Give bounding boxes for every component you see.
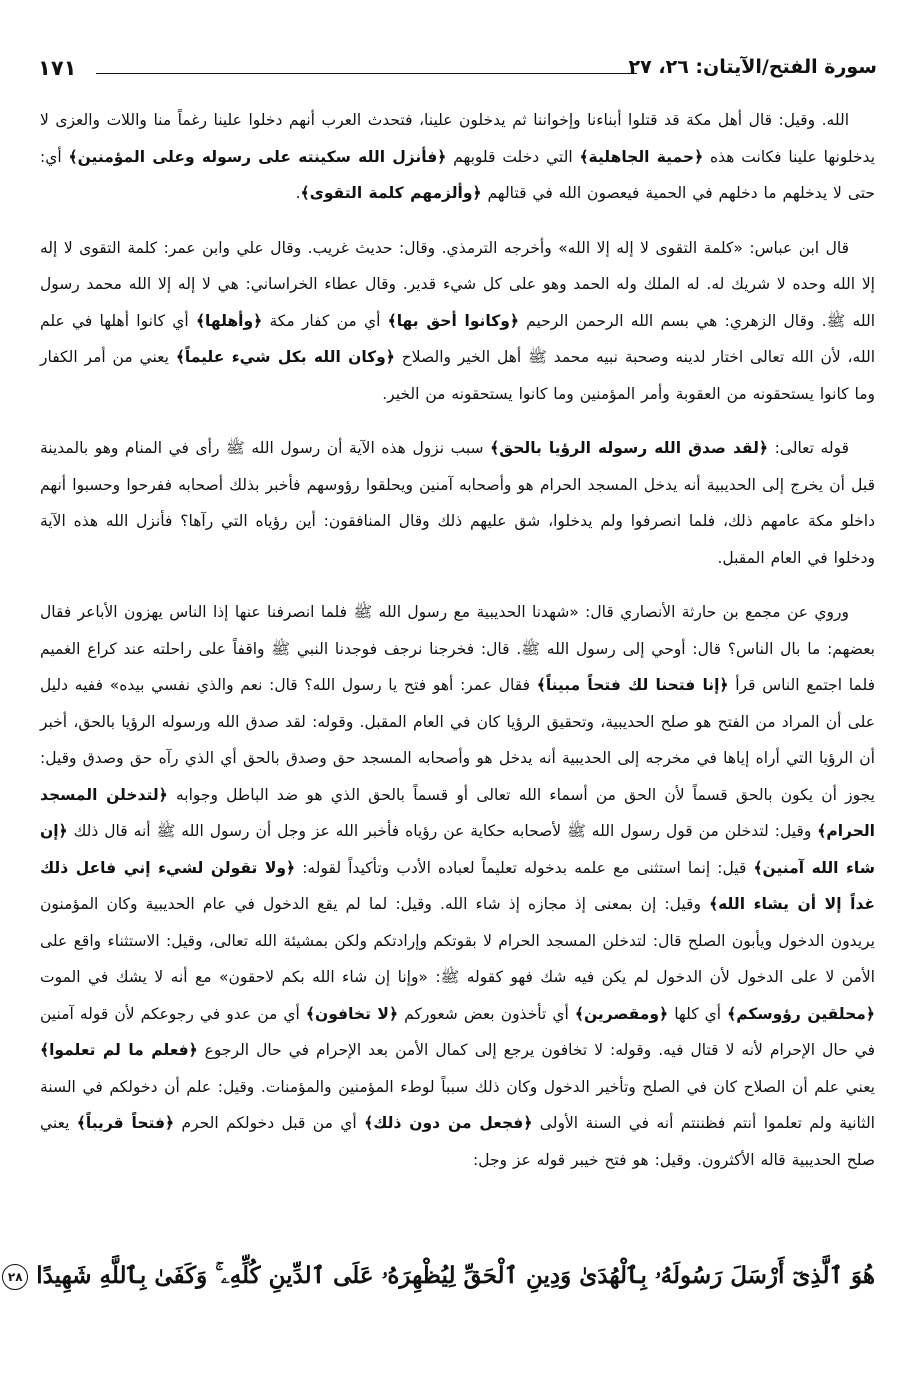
paragraph: [40, 594, 875, 1178]
quran-quote: ﴿لقد صدق الله رسوله الرؤيا بالحق﴾: [490, 439, 768, 457]
page-header: [38, 56, 877, 90]
quran-quote: ﴿لتدخلن المسجد الحرام﴾: [40, 785, 875, 840]
body-text: فقال عمر: أهو فتح يا رسول الله؟ قال: نعم والذي نفسي بيده» ففيه دليل على أن المراد من الفتح هو صلح الحديبية، وتحقيق الرؤيا كان في العام المقبل. وقوله: لقد صدق الله ورسوله الرؤيا بالحق، أخبر أن الرؤيا التي أراه إياها في مخرجه إلى الحديبية أنه يدخل هو وأصحابه المسجد حق وصدق بالحق أي الذي رآه حق وصدق وقيل: يجوز أن يكون بالحق قسماً لأن الحق من أسماء الله تعالى أو قسماً بالحق الذي هو ضد الباطل وجوابه: [40, 676, 875, 804]
body-text: أي كلها: [668, 1004, 728, 1023]
quran-quote: ﴿وكانوا أحق بها﴾: [387, 311, 519, 330]
paragraph: [40, 102, 875, 212]
quran-verse-line: [7, 1246, 875, 1306]
quran-quote: ﴿حمية الجاهلية﴾: [579, 147, 704, 166]
body-text: أي من عدو في رجوعكم لأن قوله آمنين في حال الإحرام لأنه لا قتال فيه. وقوله: لا تخافون يرجع إلى كمال الأمن بعد الإحرام في حال الرجوع: [40, 1004, 875, 1059]
body-text: وقيل: لتدخلن من قول رسول الله ﷺ لأصحابه حكاية عن رؤياه فأخبر الله عز وجل أن رسول الله ﷺ أنه قال ذلك: [67, 822, 818, 840]
quran-quote: ﴿إن شاء الله آمنين﴾: [40, 822, 875, 877]
body-text: يعني من أمر الكفار وما كانوا يستحقونه من العقوبة وأمر المؤمنين وما كانوا يستحقونه من الخير.: [40, 348, 875, 403]
quran-quote: ﴿فتحاً قريباً﴾: [76, 1114, 175, 1132]
quran-quote: ﴿وألزمهم كلمة التقوى﴾: [300, 184, 482, 202]
body-text: التي دخلت قلوبهم: [446, 147, 580, 166]
quran-quote: ﴿إنا فتحنا لك فتحاً مبيناً﴾: [536, 676, 729, 694]
page-number: ١٧١: [38, 56, 77, 80]
quran-quote: ﴿لا تخافون﴾: [305, 1004, 399, 1023]
body-text: قوله تعالى:: [767, 439, 850, 457]
body-text: أي تأخذون بعض شعوركم: [398, 1004, 575, 1023]
body-text: يعني علم أن الصلاح كان في الصلح وتأخير الدخول وكان ذلك سبباً لوطء المؤمنين والمؤمنات. وقيل: علم أن دخولكم في السنة الثانية ولم تعلموا أنتم فظننتم أنه في السنة الأولى: [40, 1077, 875, 1132]
body-text: وروي عن مجمع بن حارثة الأنصاري قال: «شهدنا الحديبية مع رسول الله ﷺ فلما انصرفنا عنها إذا الناس يهزون الأباعر فقال بعضهم: ما بال الناس؟ قال: أوحي إلى رسول الله ﷺ. قال: فخرجنا نرجف فوجدنا النبي ﷺ واقفاً على راحلته عند كراع الغميم فلما اجتمع الناس قرأ: [40, 603, 876, 694]
quran-quote: ﴿وكان الله بكل شيء عليماً﴾: [175, 348, 395, 366]
quran-quote: ﴿وأهلها﴾: [195, 311, 263, 330]
body-text: أي من قبل دخولكم الحرم: [174, 1114, 365, 1132]
body-text: قال ابن عباس: «كلمة التقوى لا إله إلا الله» وأخرجه الترمذي. وقال: حديث غريب. وقال علي وابن عمر: كلمة التقوى لا إله إلا الله وحده لا شريك له. له الملك وله الحمد وهو على كل شيء قدير. وقال عطاء الخراساني: هي لا إله إلا الله محمد رسول الله ﷺ. وقال الزهري: هي بسم الله الرحمن الرحيم: [40, 238, 875, 330]
paragraph: [40, 230, 875, 413]
body-text: أي من كفار مكة: [262, 311, 388, 330]
body-text: قيل: إنما استثنى مع علمه بدخوله تعليماً لعباده الأدب وتأكيداً لقوله:: [295, 858, 754, 877]
verse-text: هُوَ ٱلَّذِىٓ أَرْسَلَ رَسُولَهُۥ بِٱلْهُدَىٰ وَدِينِ ٱلْحَقِّ لِيُظْهِرَهُۥ عَلَى ٱلدِّينِ كُلِّهِۦ ۚ وَكَفَىٰ بِٱللَّهِ شَهِيدًا: [36, 1262, 875, 1289]
body-text: سبب نزول هذه الآية أن رسول الله ﷺ رأى في المنام وهو بالمدينة قبل أن يخرج إلى الحديبية أنه يدخل المسجد الحرام هو وأصحابه آمنين ويحلقوا رؤوسهم فأخبر بذلك أصحابه ففرحوا وحسبوا أنهم داخلو مكة عامهم ذلك، فلما انصرفوا ولم يدخلوا، شق عليهم ذلك وقال المنافقون: أين رؤياه التي رآها؟ فأنزل الله هذه الآية ودخلوا في العام المقبل.: [40, 439, 875, 567]
quran-quote: ﴿ولا تقولن لشيء إني فاعل ذلك غداً إلا أن يشاء الله﴾: [40, 858, 875, 913]
body-text: الله. وقيل: قال أهل مكة قد قتلوا أبناءنا وإخواننا ثم يدخلون علينا، فتحدث العرب أنهم دخلوا علينا رغماً منا واللات والعزى لا يدخلونها علينا فكانت هذه: [40, 111, 876, 166]
body-text: أي كانوا أهلها في علم الله، لأن الله تعالى اختار لدينه وصحبة نبيه محمد ﷺ أهل الخير والصلاح: [40, 311, 876, 366]
page-body: [40, 102, 875, 1196]
body-text: .: [295, 184, 301, 202]
quran-quote: ﴿فأنزل الله سكينته على رسوله وعلى المؤمنين﴾: [68, 147, 447, 166]
header-rule: [96, 73, 637, 74]
body-text: وقيل: إن بمعنى إذ مجازه إذ شاء الله. وقيل: لما لم يقع الدخول في عام الحديبية وكان المؤمنون يريدون الدخول ويأبون الصلح قال: لتدخلن المسجد الحرام لا بقوتكم وإرادتكم ولكن بمشيئة الله تعالى، وقيل: الاستثناء واقع على الأمن لا على الدخول لأن الدخول لم يكن فيه شك فهو كقوله ﷺ: «وإنا إن شاء الله بكم لاحقون» مع أنه لا يشك في الموت: [40, 895, 875, 986]
verse-number-marker: ٢٨: [2, 1264, 28, 1290]
body-text: أي: حتى لا يدخلهم ما دخلهم في الحمية فيعصون الله في قتالهم: [40, 147, 875, 202]
quran-quote: ﴿فعلم ما لم تعلموا﴾: [40, 1041, 198, 1059]
quran-quote: ﴿محلقين رؤوسكم﴾: [727, 1004, 875, 1023]
quran-quote: ﴿ومقصرين﴾: [574, 1004, 669, 1023]
surah-reference: سورة الفتح/الآيتان: ٢٦، ٢٧: [628, 56, 877, 78]
paragraph: [40, 430, 875, 576]
quran-quote: ﴿فجعل من دون ذلك﴾: [364, 1114, 533, 1132]
body-text: يعني صلح الحديبية قاله الأكثرون. وقيل: هو فتح خيبر قوله عز وجل:: [40, 1114, 875, 1169]
